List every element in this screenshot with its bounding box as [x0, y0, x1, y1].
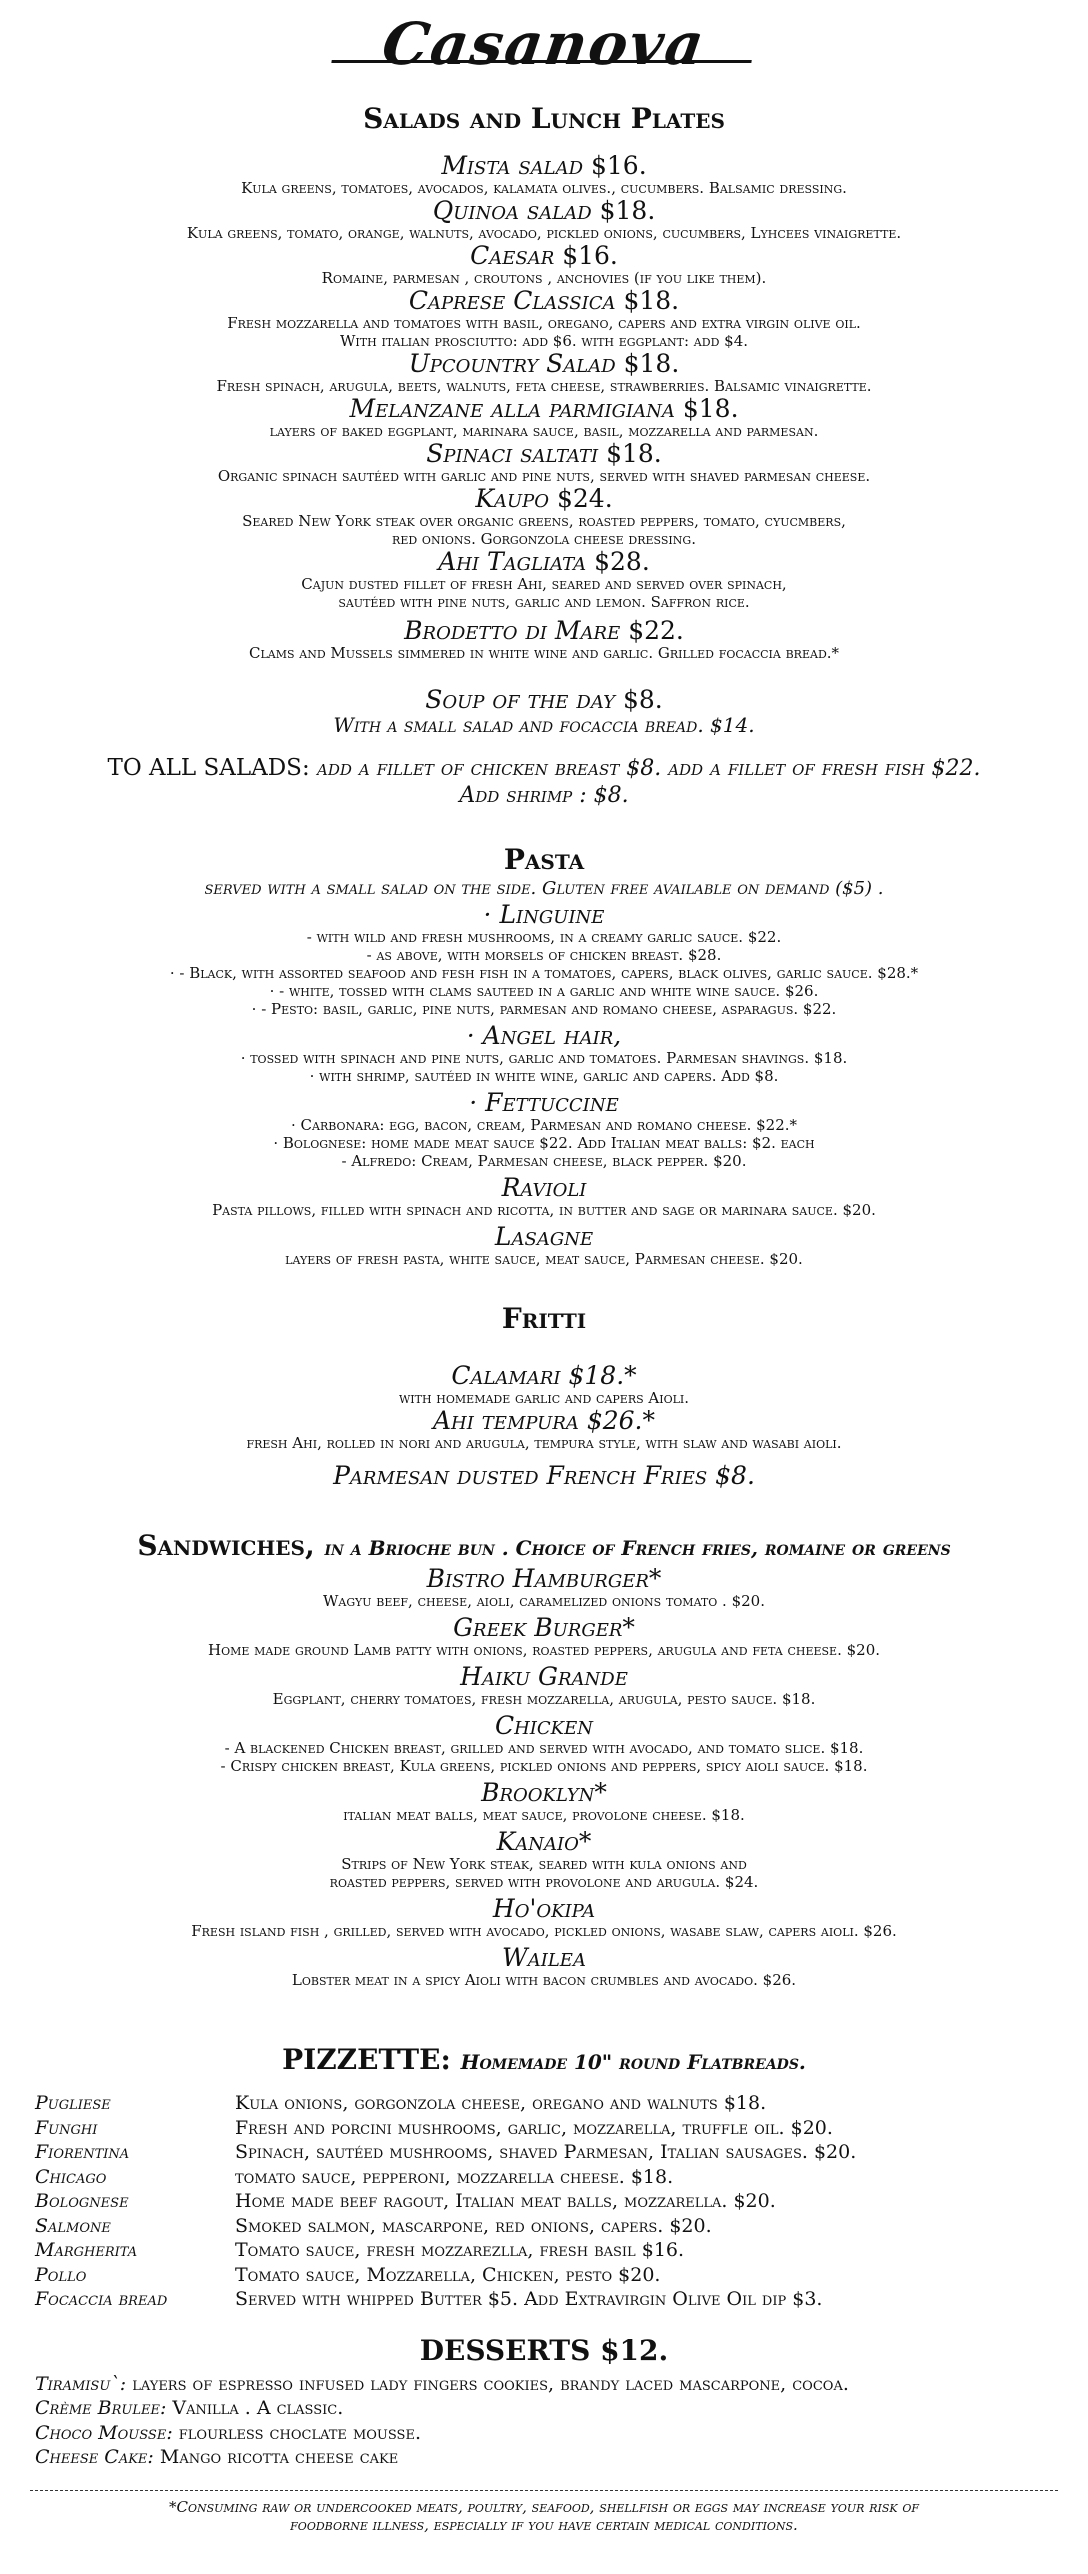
salad-item-desc: Seared New York steak over organic greens, roasted peppers, tomato, cyucmbers, — [242, 512, 846, 530]
dessert-row — [20, 2421, 1068, 2446]
salad-item-title — [20, 440, 1068, 467]
dessert-desc: flourless choclate mousse. — [172, 2421, 421, 2444]
pizza-desc: Smoked salmon, mascarpone, red onions, capers. $20. — [235, 2214, 712, 2237]
addons-line2: Add shrimp : $8. — [459, 783, 629, 808]
salad-item-price: $16. — [591, 151, 647, 180]
pizza-row — [20, 2189, 1068, 2214]
salad-item-price: $18. — [606, 439, 662, 468]
salad-item-name: Caesar — [470, 241, 555, 270]
salad-item-title — [20, 350, 1068, 377]
pizza-name: Margherita — [35, 2239, 138, 2261]
fritti-item-name: Parmesan dusted French Fries — [333, 1461, 708, 1490]
logo — [16, 10, 1072, 78]
pizza-row — [20, 2091, 1068, 2116]
salad-item-title — [20, 242, 1068, 269]
dessert-list — [20, 2372, 1068, 2470]
salad-item-desc: Kula greens, tomatoes, avocados, kalamata olives., cucumbers. Balsamic dressing. — [241, 179, 847, 197]
addons-label: TO ALL SALADS: — [107, 755, 310, 781]
salad-item-desc: layers of baked eggplant, marinara sauce, basil, mozzarella and parmesan. — [269, 422, 819, 440]
sandwich-item-name: Chicken — [494, 1711, 594, 1740]
salad-item-desc: red onions. Gorgonzola cheese dressing. — [392, 530, 696, 548]
sandwich-item-desc: Home made ground Lamb patty with onions, roasted peppers, arugula and feta cheese. $20. — [207, 1641, 881, 1659]
pizza-name: Focaccia bread — [35, 2288, 168, 2310]
pizzette-subtitle: Homemade 10" round Flatbreads. — [460, 2050, 806, 2074]
salad-item-price: $18. — [623, 286, 680, 315]
salad-item-title — [20, 548, 1068, 575]
fritti-item-title — [20, 1407, 1068, 1434]
soup-line2: With a small salad and focaccia bread. $14. — [333, 713, 755, 737]
pizza-desc: tomato sauce, pepperoni, mozzarella cheese. $18. — [235, 2165, 674, 2188]
pasta-item-desc: · - Black, with assorted seafood and fesh fish in a tomatoes, capers, black olives, garlic sauce. $28.* — [169, 964, 919, 982]
salad-item-price: $18. — [623, 349, 680, 378]
salad-item-price: $18. — [682, 394, 739, 423]
pizza-desc: Kula onions, gorgonzola cheese, oregano and walnuts $18. — [235, 2092, 767, 2114]
salad-item-desc: Romaine, parmesan , croutons , anchovies (if you like them). — [321, 269, 767, 287]
salad-item-name: Brodetto di Mare — [404, 616, 621, 645]
pizza-desc: Spinach, sautéed mushrooms, shaved Parmesan, Italian sausages. $20. — [235, 2141, 857, 2163]
pasta-subtitle: served with a small salad on the side. Gluten free available on demand ($5) . — [204, 878, 884, 899]
pasta-item-desc: - Alfredo: Cream, Parmesan cheese, black pepper. $20. — [341, 1152, 747, 1170]
pasta-item-desc: - as above, with morsels of chicken breast. $28. — [366, 946, 722, 964]
fritti-list — [20, 1362, 1068, 1489]
sandwiches-subtitle: in a Brioche bun . Choice of French fries, romaine or greens — [324, 1536, 951, 1560]
sandwich-item-desc: Eggplant, cherry tomatoes, fresh mozzarella, arugula, pesto sauce. $18. — [272, 1690, 816, 1708]
pasta-item-desc: · Carbonara: egg, bacon, cream, Parmesan and romano cheese. $22.* — [290, 1116, 798, 1134]
fritti-item-price: $18.* — [568, 1361, 637, 1390]
pasta-item-desc: Pasta pillows, filled with spinach and ricotta, in butter and sage or marinara sauce. $20. — [212, 1201, 876, 1219]
logo-text: Casanova — [378, 10, 710, 78]
salad-item-desc: Cajun dusted fillet of fresh Ahi, seared and served over spinach, — [301, 575, 787, 593]
salad-item-desc: Organic spinach sautéed with garlic and pine nuts, served with shaved parmesan cheese. — [217, 467, 871, 485]
salad-item-title — [20, 485, 1068, 512]
salads-title: Salads and Lunch Plates — [363, 102, 725, 135]
salad-item-desc: Kula greens, tomato, orange, walnuts, avocado, pickled onions, cucumbers, Lyhcees vinaigrette. — [186, 224, 902, 242]
pasta-item-desc: · - white, tossed with clams sauteed in a garlic and white wine sauce. $26. — [269, 982, 819, 1000]
salad-item-desc: With italian prosciutto: add $6. with eggplant: add $4. — [339, 332, 749, 350]
salad-item-price: $16. — [562, 241, 618, 270]
sandwich-item-desc: italian meat balls, meat sauce, provolone cheese. $18. — [343, 1806, 745, 1824]
dessert-name: Tiramisu`: — [35, 2372, 127, 2395]
sandwich-item-desc: Fresh island fish , grilled, served with avocado, pickled onions, wasabe slaw, capers aioli. $26. — [191, 1922, 897, 1940]
pizza-name: Pugliese — [35, 2092, 111, 2114]
pasta-item-name: Lasagne — [494, 1222, 594, 1251]
soup-title — [20, 686, 1068, 713]
sandwich-item-name: Haiku Grande — [460, 1662, 628, 1691]
sandwich-item-desc: Wagyu beef, cheese, aioli, caramelized onions tomato . $20. — [323, 1592, 765, 1610]
fritti-item-title — [20, 1362, 1068, 1389]
dessert-desc: Vanilla . A classic. — [166, 2397, 344, 2419]
pasta-item-name: · Fettuccine — [469, 1088, 619, 1117]
sandwich-item-desc: Strips of New York steak, seared with kula onions and — [341, 1855, 747, 1873]
salad-item-desc: Fresh spinach, arugula, beets, walnuts, feta cheese, strawberries. Balsamic vinaigrette. — [216, 377, 872, 395]
pasta-item-name: · Linguine — [483, 900, 605, 929]
fritti-item-price: $26.* — [586, 1406, 656, 1435]
sandwich-item-name: Bistro Hamburger* — [426, 1564, 662, 1593]
pizza-list — [20, 2091, 1068, 2312]
salad-item-name: Quinoa salad — [432, 196, 592, 225]
pasta-item-desc: · Bolognese: home made meat sauce $22. Add Italian meat balls: $2. each — [273, 1134, 815, 1152]
salad-item-price: $28. — [594, 547, 650, 576]
dessert-row — [20, 2445, 1068, 2470]
salad-item-title — [20, 287, 1068, 314]
pizza-name: Funghi — [35, 2116, 98, 2139]
dessert-name: Crème Brulee: — [35, 2397, 167, 2419]
pasta-item-name: Ravioli — [501, 1173, 587, 1202]
dessert-desc: Mango ricotta cheese cake — [153, 2446, 399, 2468]
salad-item-name: Upcountry Salad — [408, 349, 616, 378]
sandwich-item-desc: roasted peppers, served with provolone and arugula. $24. — [329, 1873, 759, 1891]
menu-page — [0, 10, 1088, 2574]
salad-item-desc: Fresh mozzarella and tomatoes with basil, oregano, capers and extra virgin olive oil. — [227, 314, 861, 332]
salad-item-desc: Clams and Mussels simmered in white wine and garlic. Grilled focaccia bread.* — [248, 644, 840, 662]
salad-item-name: Kaupo — [475, 484, 550, 513]
pizza-name: Pollo — [35, 2263, 87, 2286]
sandwich-item-name: Greek Burger* — [453, 1613, 635, 1642]
pizza-name: Chicago — [35, 2165, 107, 2188]
pizza-desc: Tomato sauce, Mozzarella, Chicken, pesto $20. — [235, 2263, 661, 2286]
pizza-row — [20, 2287, 1068, 2312]
sandwich-item-desc: Lobster meat in a spicy Aioli with bacon crumbles and avocado. $26. — [291, 1971, 797, 1989]
dessert-row — [20, 2372, 1068, 2397]
pizza-row — [20, 2116, 1068, 2141]
sandwich-item-name: Kanaio* — [496, 1827, 592, 1856]
sandwiches-header — [20, 1529, 1068, 1565]
pizzette-header — [20, 2043, 1068, 2079]
addons-text: add a fillet of chicken breast $8. add a fillet of fresh fish $22. — [317, 756, 981, 781]
soup-name: Soup of the day — [425, 685, 615, 714]
pasta-item-desc: layers of fresh pasta, white sauce, meat sauce, Parmesan cheese. $20. — [285, 1250, 803, 1268]
pizzette-title: PIZZETTE: — [282, 2043, 451, 2076]
footnote — [20, 2498, 1068, 2534]
pizza-name: Fiorentina — [35, 2141, 130, 2163]
salad-item-name: Ahi Tagliata — [438, 547, 587, 576]
pizza-desc: Fresh and porcini mushrooms, garlic, mozzarella, truffle oil. $20. — [235, 2116, 833, 2139]
salad-item-title — [20, 152, 1068, 179]
pizza-row — [20, 2238, 1068, 2263]
pizza-desc: Served with whipped Butter $5. Add Extravirgin Olive Oil dip $3. — [235, 2288, 823, 2310]
salad-item-name: Caprese Classica — [408, 286, 616, 315]
fritti-item-desc: fresh Ahi, rolled in nori and arugula, tempura style, with slaw and wasabi aioli. — [246, 1434, 842, 1452]
salad-item-price: $18. — [599, 196, 656, 225]
pizza-row — [20, 2165, 1068, 2190]
fritti-item-title — [20, 1462, 1068, 1489]
sandwich-item-desc: - A blackened Chicken breast, grilled and served with avocado, and tomato slice. $18. — [224, 1739, 864, 1757]
salad-item-price: $22. — [628, 616, 684, 645]
pasta-title: Pasta — [503, 843, 585, 876]
pizza-row — [20, 2263, 1068, 2288]
soup-price: $8. — [622, 685, 663, 714]
fritti-item-desc: with homemade garlic and capers Aioli. — [398, 1389, 690, 1407]
salad-item-desc: sautéed with pine nuts, garlic and lemon. Saffron rice. — [338, 593, 750, 611]
pizza-name: Bolognese — [35, 2190, 129, 2212]
pasta-item-name: · Angel hair, — [466, 1021, 622, 1050]
salad-item-title — [20, 617, 1068, 644]
salad-item-name: Melanzane alla parmigiana — [349, 394, 675, 423]
salad-item-price: $24. — [557, 484, 613, 513]
sandwich-item-name: Wailea — [502, 1943, 586, 1972]
pizza-desc: Tomato sauce, fresh mozzarezlla, fresh basil $16. — [235, 2239, 685, 2261]
dessert-name: Cheese Cake: — [35, 2446, 154, 2468]
dessert-row — [20, 2396, 1068, 2421]
fritti-item-price: $8. — [715, 1461, 755, 1490]
pizza-row — [20, 2140, 1068, 2165]
salad-item-name: Spinaci saltati — [426, 439, 599, 468]
pizza-row — [20, 2214, 1068, 2239]
salad-item-title — [20, 395, 1068, 422]
fritti-item-name: Ahi tempura — [432, 1406, 579, 1435]
pizza-name: Salmone — [35, 2214, 111, 2237]
pasta-list — [20, 901, 1068, 1272]
pizza-desc: Home made beef ragout, Italian meat balls, mozzarella. $20. — [235, 2190, 776, 2212]
divider-line — [30, 2490, 1058, 2492]
pasta-item-desc: · - Pesto: basil, garlic, pine nuts, parmesan and romano cheese, asparagus. $22. — [251, 1000, 837, 1018]
fritti-item-name: Calamari — [451, 1361, 561, 1390]
dessert-name: Choco Mousse: — [35, 2421, 173, 2444]
sandwich-item-name: Brooklyn* — [481, 1778, 607, 1807]
salad-item-title — [20, 197, 1068, 224]
fritti-title: Fritti — [501, 1302, 587, 1335]
sandwich-item-desc: - Crispy chicken breast, Kula greens, pickled onions and peppers, spicy aioli sauce. $18. — [220, 1757, 868, 1775]
pasta-item-desc: · with shrimp, sautéed in white wine, garlic and capers. Add $8. — [309, 1067, 779, 1085]
pasta-item-desc: · tossed with spinach and pine nuts, garlic and tomatoes. Parmesan shavings. $18. — [240, 1049, 848, 1067]
salad-addons — [20, 755, 1068, 809]
dessert-desc: layers of espresso infused lady fingers cookies, brandy laced mascarpone, cocoa. — [126, 2372, 849, 2395]
salads-list — [20, 152, 1068, 662]
sandwich-item-name: Ho'okipa — [492, 1894, 596, 1923]
footnote-line-2: foodborne illness, especially if you have certain medical conditions. — [290, 2515, 798, 2534]
pasta-item-desc: - with wild and fresh mushrooms, in a creamy garlic sauce. $22. — [306, 928, 782, 946]
footnote-line-1: *Consuming raw or undercooked meats, poultry, seafood, shellfish or eggs may increase your risk of — [169, 2497, 919, 2516]
sandwiches-title: Sandwiches, — [137, 1529, 315, 1562]
salad-item-name: Mista salad — [441, 151, 584, 180]
desserts-title: DESSERTS $12. — [419, 2333, 669, 2367]
sandwich-list — [20, 1565, 1068, 1993]
